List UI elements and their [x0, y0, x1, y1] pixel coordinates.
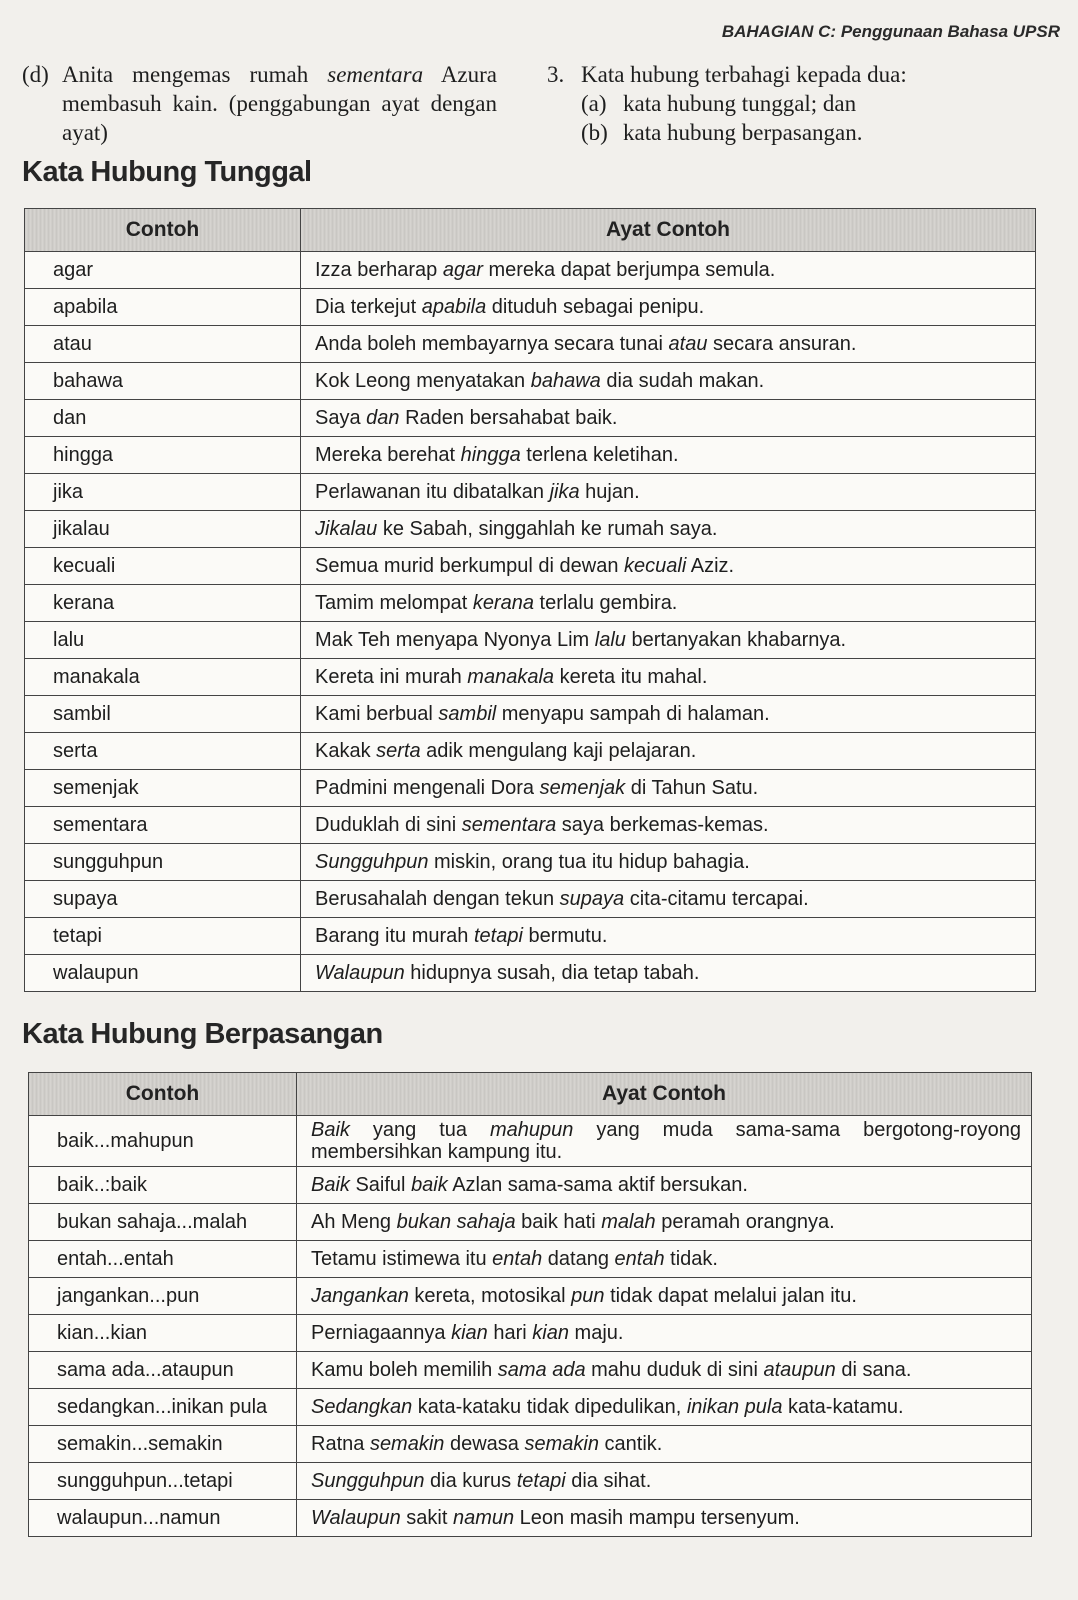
contoh-word: sambil [53, 702, 111, 725]
ayat-post: ke Sabah, singgahlah ke rumah saya. [377, 517, 718, 540]
ayat-emphasis: apabila [421, 295, 487, 318]
ayat-post: adik mengulang kaji pelajaran. [420, 739, 697, 762]
contoh-cell [29, 1278, 297, 1315]
table-row [25, 363, 1036, 400]
contoh-word: semenjak [53, 776, 139, 799]
ayat-post: Raden bersahabat baik. [399, 406, 618, 429]
ayat-emphasis: bahawa [530, 369, 601, 392]
ayat-emphasis: lalu [594, 628, 626, 651]
ayat-text [311, 1507, 800, 1529]
ayat-text [315, 407, 617, 429]
table-row [25, 585, 1036, 622]
ayat-emphasis: entah [614, 1247, 665, 1270]
contoh-word: jika [53, 480, 84, 503]
ayat-text [315, 259, 775, 281]
ayat-post: hidupnya susah, dia tetap tabah. [404, 961, 700, 984]
ayat-text [315, 592, 677, 614]
table-row [29, 1278, 1032, 1315]
ayat-cell [301, 511, 1036, 548]
ayat-post: menyapu sampah di halaman. [496, 702, 770, 725]
contoh-cell [29, 1116, 297, 1167]
ayat-emphasis: bukan sahaja [396, 1210, 516, 1233]
ayat-emphasis: Sungguhpun [315, 850, 429, 873]
ayat-cell [301, 733, 1036, 770]
contoh-cell [25, 363, 301, 400]
contoh-cell [25, 696, 301, 733]
contoh-cell [25, 400, 301, 437]
ayat-cell [297, 1426, 1032, 1463]
ayat-emphasis: inikan pula [686, 1395, 783, 1418]
ayat-cell [297, 1167, 1032, 1204]
point-text: Kata hubung terbahagi kepada dua: [581, 62, 907, 87]
ayat-part: cantik. [598, 1432, 663, 1455]
table-header-row [25, 209, 1036, 252]
ayat-text [315, 777, 758, 799]
ayat-cell [301, 955, 1036, 992]
ayat-part: Kamu boleh memilih [311, 1358, 498, 1381]
ayat-text [315, 444, 679, 466]
ayat-text [315, 296, 704, 318]
ayat-text [315, 888, 809, 910]
ayat-part: tidak. [664, 1247, 718, 1270]
table-kata-hubung-tunggal [24, 208, 1036, 992]
table-row [25, 844, 1036, 881]
ayat-post: dia sudah makan. [600, 369, 765, 392]
ayat-part: kereta, motosikal [408, 1284, 572, 1307]
contoh-cell [25, 252, 301, 289]
ayat-part: sakit [400, 1506, 453, 1529]
contoh-word: kerana [53, 591, 115, 614]
contoh-word: tetapi [53, 924, 102, 947]
ayat-cell [297, 1204, 1032, 1241]
table-row [29, 1167, 1032, 1204]
sub-item-a [547, 89, 1062, 118]
ayat-text [311, 1174, 748, 1196]
contoh-word: walaupun...namun [57, 1506, 221, 1529]
ayat-part: Ah Meng [311, 1210, 397, 1233]
ayat-text [311, 1470, 651, 1492]
ayat-part: yang muda sama-sama bergotong-royong membersihkan kampung itu. [311, 1119, 1021, 1163]
ayat-post: bertanyakan khabarnya. [625, 628, 847, 651]
ayat-post: terlena keletihan. [520, 443, 679, 466]
contoh-cell [29, 1389, 297, 1426]
table-row [25, 807, 1036, 844]
contoh-cell [29, 1204, 297, 1241]
table-row [25, 548, 1036, 585]
contoh-word: sedangkan...inikan pula [57, 1395, 268, 1418]
ayat-post: saya berkemas-kemas. [556, 813, 769, 836]
ayat-cell [297, 1352, 1032, 1389]
ayat-emphasis: hingga [460, 443, 521, 466]
ayat-cell [301, 918, 1036, 955]
contoh-word: sungguhpun...tetapi [57, 1469, 233, 1492]
ayat-cell [301, 400, 1036, 437]
ayat-part: maju. [568, 1321, 624, 1344]
ayat-cell [297, 1315, 1032, 1352]
ayat-part: tidak dapat melalui jalan itu. [604, 1284, 857, 1307]
intro-text-block [22, 60, 1062, 160]
contoh-cell [25, 289, 301, 326]
contoh-word: supaya [53, 887, 118, 910]
ayat-part: kata-katamu. [782, 1395, 904, 1418]
section-title-berpasangan: Kata Hubung Berpasangan [22, 1018, 383, 1050]
running-header: BAHAGIAN C: Penggunaan Bahasa UPSR [721, 22, 1060, 41]
ayat-emphasis: Walaupun [315, 961, 405, 984]
contoh-word: jangankan...pun [57, 1284, 200, 1307]
contoh-cell [25, 770, 301, 807]
ayat-cell [297, 1278, 1032, 1315]
ayat-text [315, 370, 764, 392]
table-row [25, 326, 1036, 363]
ayat-emphasis: atau [668, 332, 708, 355]
contoh-cell [25, 807, 301, 844]
ayat-post: secara ansuran. [707, 332, 857, 355]
ayat-cell [297, 1241, 1032, 1278]
ayat-text [315, 629, 846, 651]
contoh-cell [25, 659, 301, 696]
contoh-word: agar [53, 258, 94, 281]
ayat-cell [301, 326, 1036, 363]
contoh-cell [25, 474, 301, 511]
ayat-emphasis: Sungguhpun [311, 1469, 425, 1492]
ayat-post: bermutu. [522, 924, 608, 947]
ayat-text [311, 1211, 835, 1233]
item-d-post: Azura membasuh kain. (penggabungan ayat dengan ayat) [62, 62, 498, 145]
ayat-post: miskin, orang tua itu hidup bahagia. [428, 850, 750, 873]
contoh-word: sungguhpun [53, 850, 164, 873]
table-row [29, 1389, 1032, 1426]
ayat-text [315, 962, 699, 984]
ayat-part: dia sihat. [565, 1469, 652, 1492]
ayat-text [311, 1248, 718, 1270]
ayat-emphasis: manakala [467, 665, 555, 688]
contoh-word: lalu [53, 628, 85, 651]
ayat-cell [301, 770, 1036, 807]
ayat-pre: Kakak [315, 739, 377, 762]
ayat-emphasis: kerana [472, 591, 534, 614]
ayat-part: Azlan sama-sama aktif bersukan. [447, 1173, 748, 1196]
contoh-cell [29, 1315, 297, 1352]
table-row [25, 733, 1036, 770]
table-row [29, 1463, 1032, 1500]
ayat-emphasis: dan [366, 406, 400, 429]
table-row [29, 1315, 1032, 1352]
item-d-emphasis: sementara [327, 62, 424, 87]
ayat-cell [301, 363, 1036, 400]
ayat-emphasis: kian [532, 1321, 569, 1344]
contoh-word: serta [53, 739, 98, 762]
table-row [29, 1426, 1032, 1463]
contoh-word: bahawa [53, 369, 124, 392]
table-row [25, 659, 1036, 696]
contoh-word: apabila [53, 295, 118, 318]
ayat-cell [301, 474, 1036, 511]
ayat-emphasis: Jikalau [315, 517, 378, 540]
ayat-emphasis: semakin [369, 1432, 445, 1455]
contoh-cell [29, 1241, 297, 1278]
sub-item-label: (a) [581, 91, 607, 116]
sub-item-b [547, 118, 1062, 147]
ayat-cell [301, 622, 1036, 659]
ayat-emphasis: tetapi [473, 924, 523, 947]
ayat-part: Perniagaannya [311, 1321, 452, 1344]
table-row [25, 918, 1036, 955]
ayat-part: yang tua [349, 1119, 490, 1141]
ayat-text [311, 1285, 857, 1307]
ayat-emphasis: malah [601, 1210, 656, 1233]
ayat-text [315, 925, 607, 947]
ayat-emphasis: supaya [559, 887, 625, 910]
table-row [25, 289, 1036, 326]
contoh-word: entah...entah [57, 1247, 174, 1270]
ayat-emphasis: semakin [524, 1432, 599, 1455]
section-title-tunggal: Kata Hubung Tunggal [22, 156, 312, 188]
table-kata-hubung-berpasangan [28, 1072, 1032, 1537]
table-row [29, 1204, 1032, 1241]
contoh-word: baik...mahupun [57, 1129, 194, 1152]
ayat-pre: Dia terkejut [315, 295, 422, 318]
ayat-emphasis: kecuali [624, 554, 687, 577]
ayat-emphasis: serta [376, 739, 421, 762]
ayat-cell [301, 437, 1036, 474]
contoh-cell [29, 1352, 297, 1389]
contoh-cell [25, 585, 301, 622]
sub-item-text: kata hubung berpasangan. [623, 120, 863, 145]
ayat-pre: Kok Leong menyatakan [315, 369, 531, 392]
ayat-emphasis: entah [492, 1247, 543, 1270]
ayat-emphasis: sementara [461, 813, 557, 836]
contoh-cell [29, 1500, 297, 1537]
ayat-cell [301, 659, 1036, 696]
ayat-pre: Tamim melompat [315, 591, 473, 614]
ayat-pre: Izza berharap [315, 258, 443, 281]
table-row [25, 881, 1036, 918]
ayat-part: di sana. [835, 1358, 912, 1381]
ayat-part: dia kurus [424, 1469, 517, 1492]
ayat-post: terlalu gembira. [533, 591, 678, 614]
point-number: 3. [547, 62, 565, 87]
ayat-emphasis: ataupun [763, 1358, 836, 1381]
ayat-part: datang [542, 1247, 615, 1270]
contoh-cell [25, 844, 301, 881]
ayat-pre: Mak Teh menyapa Nyonya Lim [315, 628, 595, 651]
contoh-word: hingga [53, 443, 114, 466]
ayat-text [311, 1359, 911, 1381]
ayat-pre: Duduklah di sini [315, 813, 462, 836]
ayat-cell [301, 807, 1036, 844]
ayat-emphasis: Jangankan [311, 1284, 409, 1307]
ayat-emphasis: jika [549, 480, 580, 503]
ayat-part: kata-kataku tidak dipedulikan, [412, 1395, 687, 1418]
ayat-part: Tetamu istimewa itu [311, 1247, 493, 1270]
contoh-cell [25, 326, 301, 363]
ayat-cell [297, 1463, 1032, 1500]
ayat-text [315, 333, 856, 355]
ayat-text [315, 666, 707, 688]
ayat-cell [301, 881, 1036, 918]
ayat-text [315, 555, 734, 577]
ayat-pre: Barang itu murah [315, 924, 474, 947]
contoh-word: dan [53, 406, 87, 429]
ayat-emphasis: baik [411, 1173, 448, 1196]
ayat-text [315, 814, 769, 836]
ayat-cell [301, 252, 1036, 289]
ayat-pre: Kereta ini murah [315, 665, 468, 688]
table-row [29, 1116, 1032, 1167]
header-ayat-contoh: Ayat Contoh [301, 209, 1036, 252]
ayat-emphasis: namun [452, 1506, 515, 1529]
contoh-cell [25, 437, 301, 474]
ayat-emphasis: Walaupun [311, 1506, 401, 1529]
contoh-cell [29, 1426, 297, 1463]
header-contoh: Contoh [29, 1073, 297, 1116]
contoh-cell [25, 511, 301, 548]
contoh-cell [29, 1463, 297, 1500]
contoh-word: baik..:baik [57, 1173, 148, 1196]
sub-item-text: kata hubung tunggal; dan [623, 91, 857, 116]
contoh-cell [25, 622, 301, 659]
table-row [25, 622, 1036, 659]
ayat-emphasis: agar [442, 258, 483, 281]
ayat-text [315, 851, 750, 873]
contoh-cell [29, 1167, 297, 1204]
ayat-cell [301, 289, 1036, 326]
sub-item-label: (b) [581, 120, 608, 145]
ayat-part: dewasa [444, 1432, 525, 1455]
ayat-cell [297, 1389, 1032, 1426]
ayat-text [311, 1396, 904, 1418]
ayat-post: Aziz. [686, 554, 735, 577]
ayat-emphasis: Baik [311, 1119, 350, 1141]
ayat-post: di Tahun Satu. [625, 776, 759, 799]
ayat-part: Ratna [311, 1432, 370, 1455]
ayat-emphasis: pun [571, 1284, 605, 1307]
contoh-cell [25, 733, 301, 770]
table-row [25, 252, 1036, 289]
table-row [25, 400, 1036, 437]
table-row [25, 770, 1036, 807]
ayat-pre: Perlawanan itu dibatalkan [315, 480, 550, 503]
table-row [25, 437, 1036, 474]
item-d-pre: Anita mengemas rumah [62, 62, 328, 87]
left-column [22, 60, 497, 147]
ayat-emphasis: tetapi [516, 1469, 566, 1492]
ayat-cell [301, 844, 1036, 881]
table-row [25, 696, 1036, 733]
ayat-text [311, 1322, 623, 1344]
ayat-part: hari [487, 1321, 533, 1344]
ayat-text [315, 703, 770, 725]
contoh-word: sama ada...ataupun [57, 1358, 234, 1381]
item-d-text [62, 60, 497, 147]
ayat-post: hujan. [579, 480, 640, 503]
table-row [29, 1352, 1032, 1389]
ayat-pre: Semua murid berkumpul di dewan [315, 554, 625, 577]
contoh-word: jikalau [53, 517, 110, 540]
table-row [25, 955, 1036, 992]
ayat-text [311, 1433, 662, 1455]
ayat-emphasis: mahupun [489, 1119, 574, 1141]
ayat-cell [297, 1116, 1032, 1167]
ayat-emphasis: sambil [438, 702, 497, 725]
item-d-label: (d) [22, 62, 49, 87]
ayat-cell [297, 1500, 1032, 1537]
table-header-row [29, 1073, 1032, 1116]
table-row [25, 474, 1036, 511]
ayat-part: Saiful [349, 1173, 412, 1196]
ayat-text [315, 740, 696, 762]
ayat-emphasis: Baik [311, 1173, 350, 1196]
ayat-pre: Berusahalah dengan tekun [315, 887, 560, 910]
ayat-emphasis: semenjak [539, 776, 626, 799]
ayat-pre: Saya [315, 406, 367, 429]
ayat-text [311, 1119, 1021, 1163]
ayat-pre: Anda boleh membayarnya secara tunai [315, 332, 669, 355]
ayat-part: baik hati [515, 1210, 602, 1233]
ayat-emphasis: Sedangkan [311, 1395, 413, 1418]
ayat-cell [301, 548, 1036, 585]
header-ayat-contoh: Ayat Contoh [297, 1073, 1032, 1116]
contoh-cell [25, 955, 301, 992]
contoh-word: kian...kian [57, 1321, 148, 1344]
ayat-emphasis: sama ada [497, 1358, 586, 1381]
table-row [29, 1241, 1032, 1278]
contoh-cell [25, 881, 301, 918]
ayat-text [315, 481, 640, 503]
ayat-emphasis: kian [451, 1321, 488, 1344]
ayat-post: dituduh sebagai penipu. [486, 295, 705, 318]
contoh-cell [25, 918, 301, 955]
ayat-pre: Mereka berehat [315, 443, 461, 466]
contoh-word: sementara [53, 813, 148, 836]
contoh-word: kecuali [53, 554, 116, 577]
header-contoh: Contoh [25, 209, 301, 252]
ayat-cell [301, 696, 1036, 733]
ayat-part: Leon masih mampu tersenyum. [514, 1506, 800, 1529]
ayat-pre: Kami berbual [315, 702, 439, 725]
contoh-cell [25, 548, 301, 585]
ayat-text [315, 518, 717, 540]
ayat-post: cita-citamu tercapai. [624, 887, 809, 910]
contoh-word: semakin...semakin [57, 1432, 223, 1455]
contoh-word: walaupun [53, 961, 139, 984]
contoh-word: bukan sahaja...malah [57, 1210, 248, 1233]
table-row [29, 1500, 1032, 1537]
ayat-part: peramah orangnya. [655, 1210, 835, 1233]
ayat-pre: Padmini mengenali Dora [315, 776, 540, 799]
contoh-word: manakala [53, 665, 140, 688]
ayat-post: kereta itu mahal. [554, 665, 708, 688]
contoh-word: atau [53, 332, 92, 355]
ayat-cell [301, 585, 1036, 622]
table-row [25, 511, 1036, 548]
ayat-part: mahu duduk di sini [585, 1358, 764, 1381]
ayat-post: mereka dapat berjumpa semula. [482, 258, 776, 281]
right-column [547, 60, 1062, 147]
